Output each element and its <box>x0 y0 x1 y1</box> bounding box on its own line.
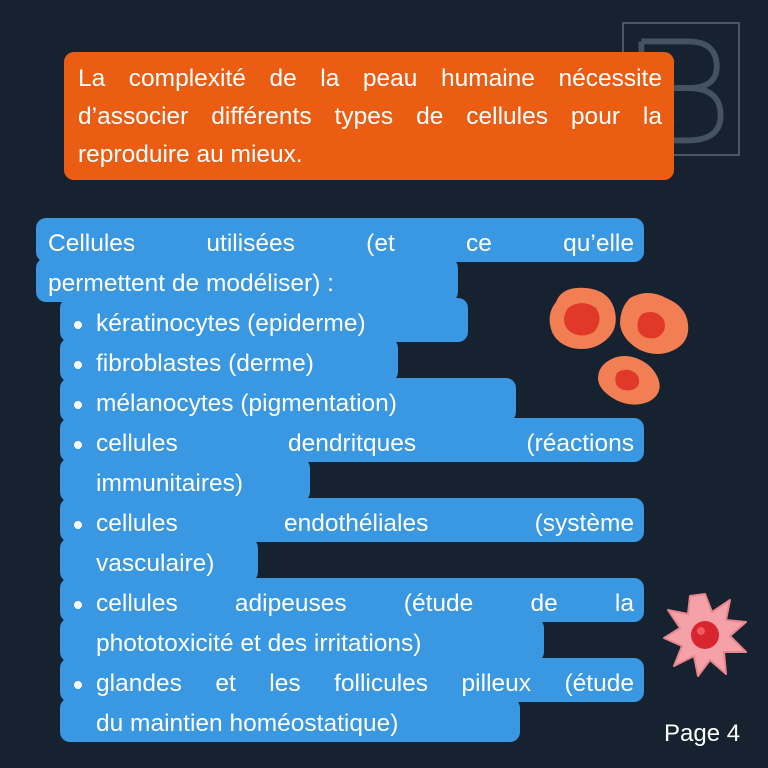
list-item-continuation: du maintien homéostatique) <box>96 710 399 737</box>
list-item-continuation: phototoxicité et des irritations) <box>96 630 422 657</box>
list-item: fibroblastes (derme) <box>48 344 634 384</box>
list-item: cellules adipeuses (étude de la <box>48 584 634 624</box>
list-item: glandes et les follicules pilleux (étude <box>48 664 634 704</box>
intro-line: d’associer différents types de cellules pour la <box>78 103 662 130</box>
list-item-continuation: vasculaire) <box>96 550 215 577</box>
list-item: kératinocytes (epiderme) <box>48 304 634 344</box>
list-item: cellules dendritques (réactions <box>48 424 634 464</box>
intro-line: La complexité de la peau humaine nécessite <box>78 65 662 92</box>
dendritic-cell-illustration <box>660 592 750 678</box>
list-item: cellules endothéliales (système <box>48 504 634 544</box>
list-item: mélanocytes (pigmentation) <box>48 384 634 424</box>
list-item-continuation: immunitaires) <box>96 470 244 497</box>
page-number: Page 4 <box>664 720 741 747</box>
list-heading: Cellules utilisées (et ce qu’elle <box>48 230 634 257</box>
cell-icon <box>620 293 688 354</box>
intro-line: reproduire au mieux. <box>78 141 303 168</box>
cells-illustration <box>546 284 694 408</box>
list-heading: permettent de modéliser) : <box>48 270 334 297</box>
cell-icon <box>598 356 660 405</box>
cell-icon <box>550 288 616 349</box>
